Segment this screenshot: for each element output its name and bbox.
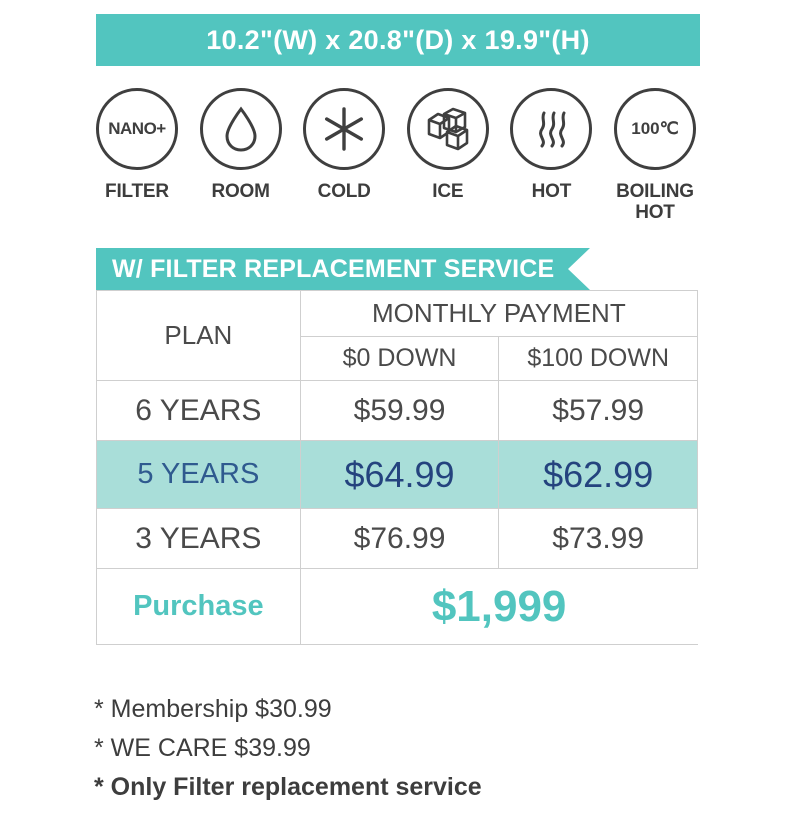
header-hundred-down: $100 DOWN <box>499 337 698 381</box>
feature-icon-row <box>88 88 704 224</box>
section-ribbon-body <box>96 248 568 290</box>
table-row <box>97 509 698 569</box>
feature-room <box>192 88 290 202</box>
section-ribbon-arrow <box>568 248 590 290</box>
table-row <box>97 381 698 441</box>
footnote-filter-service: * Only Filter replacement service <box>94 773 482 801</box>
feature-label-boiling-hot: BOILING HOT <box>616 181 694 224</box>
feature-cold <box>295 88 393 202</box>
dimensions-text: 10.2"(W) x 20.8"(D) x 19.9"(H) <box>206 24 590 55</box>
dimensions-banner <box>96 14 700 66</box>
feature-boiling-hot <box>606 88 704 224</box>
table-row-highlighted <box>97 441 698 509</box>
water-drop-icon <box>200 88 282 170</box>
nano-plus-icon <box>96 88 178 170</box>
price-zero-down: $59.99 <box>300 381 499 441</box>
plan-label: 3 YEARS <box>97 509 301 569</box>
header-monthly-payment: MONTHLY PAYMENT <box>300 291 697 337</box>
feature-label-room: ROOM <box>211 181 270 202</box>
footnote-membership: * Membership $30.99 <box>94 695 332 723</box>
feature-label-ice: ICE <box>432 181 464 202</box>
feature-label-filter: FILTER <box>105 181 169 202</box>
section-ribbon-title: W/ FILTER REPLACEMENT SERVICE <box>112 254 555 283</box>
price-hundred-down: $73.99 <box>499 509 698 569</box>
feature-ice <box>399 88 497 202</box>
price-hundred-down: $62.99 <box>499 441 698 509</box>
nano-plus-badge-text: NANO+ <box>108 119 166 138</box>
plan-label: 6 YEARS <box>97 381 301 441</box>
pricing-table <box>96 290 698 645</box>
table-header-row-1 <box>97 291 698 337</box>
ice-cubes-icon <box>407 88 489 170</box>
section-ribbon <box>96 248 590 290</box>
plan-label: 5 YEARS <box>97 441 301 509</box>
boiling-badge-text: 100℃ <box>631 119 679 138</box>
table-row-purchase <box>97 569 698 645</box>
purchase-price: $1,999 <box>300 569 697 645</box>
boiling-temperature-icon <box>614 88 696 170</box>
feature-label-cold: COLD <box>317 181 371 202</box>
price-zero-down: $76.99 <box>300 509 499 569</box>
header-zero-down: $0 DOWN <box>300 337 499 381</box>
steam-heat-icon <box>510 88 592 170</box>
price-hundred-down: $57.99 <box>499 381 698 441</box>
feature-label-hot: HOT <box>531 181 572 202</box>
feature-hot <box>502 88 600 202</box>
price-zero-down: $64.99 <box>300 441 499 509</box>
footnote-we-care: * WE CARE $39.99 <box>94 734 311 762</box>
header-plan: PLAN <box>97 291 301 381</box>
snowflake-icon <box>303 88 385 170</box>
purchase-label: Purchase <box>97 569 301 645</box>
footnotes <box>94 690 704 807</box>
feature-filter <box>88 88 186 202</box>
